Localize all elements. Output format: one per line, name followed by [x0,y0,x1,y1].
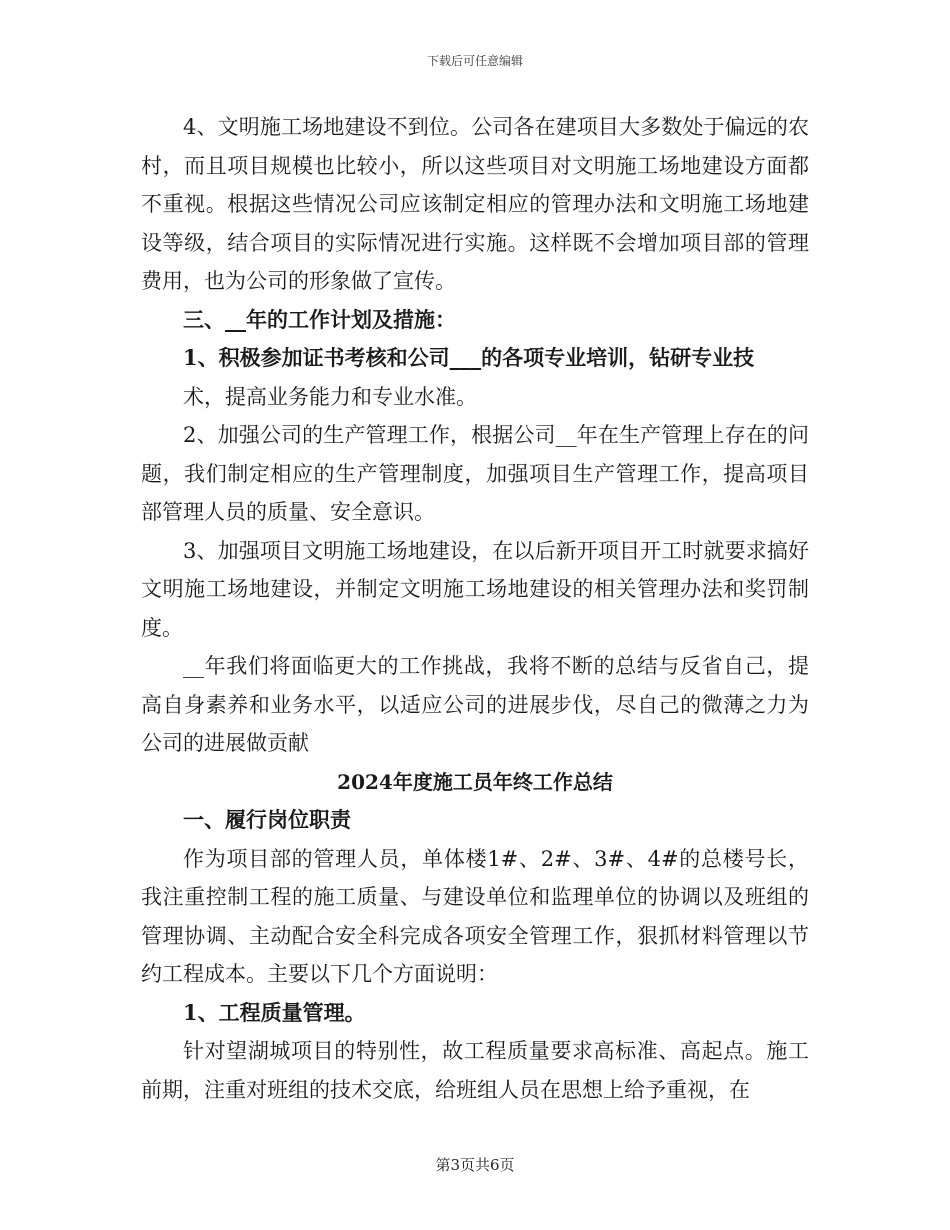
subheading-quality: 1、工程质量管理。 [183,999,366,1025]
document-title: 2024年度施工员年终工作总结 [337,769,613,794]
plan-item-1-bold: 1、积极参加证书考核和公司___的各项专业培训，钻研专业技 [183,345,755,370]
closing-paragraph: __年我们将面临更大的工作挑战，我将不断的总结与反省自己，提高自身素养和业务水平，以适应公司的进展步伐，尽自己的微薄之力为公司的进展做贡献 [141,654,809,755]
section-heading-duties: 一、履行岗位职责 [183,807,351,832]
page-footer: 第3页共6页 [435,1156,515,1174]
paragraph-item-4: 4、文明施工场地建设不到位。公司各在建项目大多数处于偏远的农村，而且项目规模也比较小，所以这些项目对文明施工场地建设方面都不重视。根据这些情况公司应该制定相应的管理办法和文明施工场地建设等级，结合项目的实际情况进行实施。这样既不会增加项目部的管理费用，也为公司的形象做了宣传。 [141,115,809,293]
page-header: 下载后可任意编辑 [426,54,523,68]
plan-item-1-rest: 术，提高业务能力和专业水准。 [183,384,477,409]
section-heading-plans: 三、__年的工作计划及措施： [183,306,456,332]
quality-paragraph: 针对望湖城项目的特别性，故工程质量要求高标准、高起点。施工前期，注重对班组的技术交底，给班组人员在思想上给予重视，在 [141,1039,809,1102]
plan-item-2: 2、加强公司的生产管理工作，根据公司__年在生产管理上存在的问题，我们制定相应的生产管理制度，加强项目生产管理工作，提高项目部管理人员的质量、安全意识。 [141,423,809,524]
duty-paragraph: 作为项目部的管理人员，单体楼1#、2#、3#、4#的总楼号长，我注重控制工程的施工质量、与建设单位和监理单位的协调以及班组的管理协调、主动配合安全科完成各项安全管理工作，狠抓材料管理以节约工程成本。主要以下几个方面说明： [141,846,809,986]
document-body [141,108,809,1109]
plan-item-3: 3、加强项目文明施工场地建设，在以后新开项目开工时就要求搞好文明施工场地建设，并制定文明施工场地建设的相关管理办法和奖罚制度。 [141,538,809,640]
